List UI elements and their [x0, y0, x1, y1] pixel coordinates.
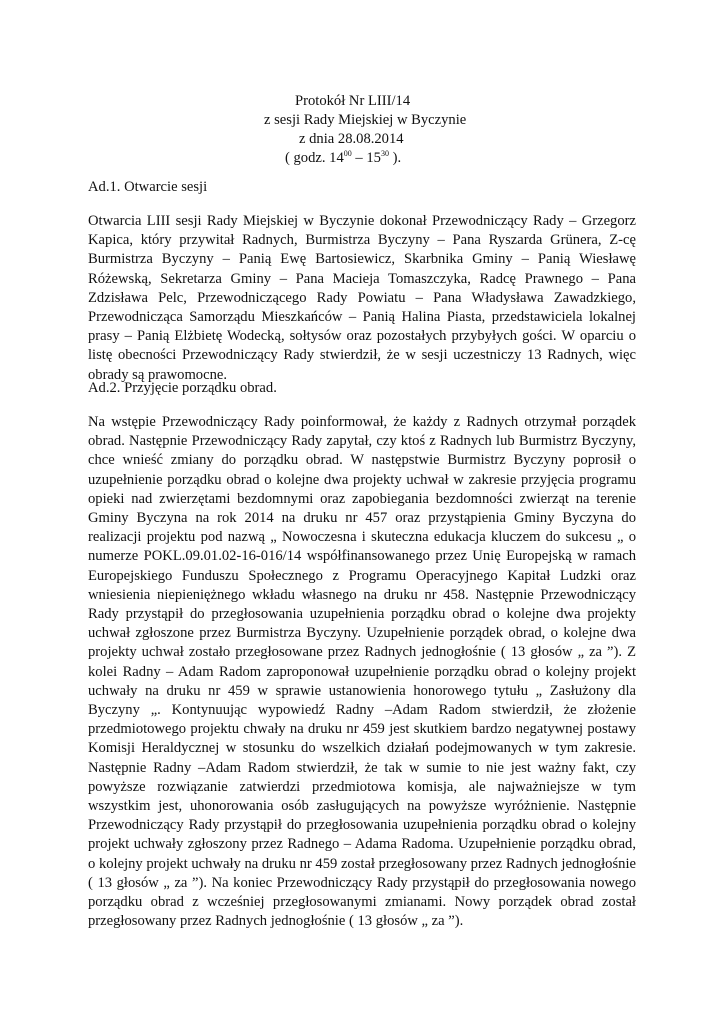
protocol-title: Protokół Nr LIII/14	[295, 93, 411, 109]
time-dash: – 15	[351, 150, 381, 166]
date-line: z dnia 28.08.2014	[299, 131, 404, 147]
section-text-agenda: Na wstępie Przewodniczący Rady poinformował, że każdy z Radnych otrzymał porządek obrad. Następnie Przewodniczący Rady zapytał, czy ktoś z Radnych lub Burmistrz Byczyny, chce wnieść zmiany do porządku obrad. W następstwie Burmistrz Byczyny poprosił o uzupełnienie porządku obrad o kolejne dwa projekty uchwał w zakresie przyjęcia programu opieki nad zwierzętami bezdomnymi oraz zapobiegania bezdomności zwierząt na terenie Gminy Byczyna na rok 2014 na druku nr 457 oraz przystąpienia Gminy Byczyna do realizacji projektu pod nazwą „ Nowoczesna i skuteczna edukacja kluczem do sukcesu „ o numerze POKL.09.01.02-16-016/14 współfinansowanego przez Unię Europejską w ramach Europejskiego Funduszu Społecznego z Programu Operacyjnego Kapitał Ludzki oraz wniesienia niepieniężnego wkładu własnego na druku nr 458. Następnie Przewodniczący Rady przystąpił do przegłosowania uzupełnienia porządku obrad o kolejne dwa projekty uchwał zgłoszone przez Burmistrza Byczyny. Uzupełnienie porządek obrad, o kolejne dwa projekty uchwał zostało przegłosowane przez Radnych jednogłośnie ( 13 głosów „ za ”). Z kolei Radny – Adam Radom zaproponował uzupełnienie porządku obrad o kolejny projekt uchwały na druku nr 459 w sprawie ustanowienia honorowego tytułu „ Zasłużony dla Byczyny „. Kontynuując wypowiedź Radny –Adam Radom stwierdził, że złożenie przedmiotowego projektu chwały na druku nr 459 jest skutkiem bardzo negatywnej postawy Komisji Heraldycznej w stosunku do wszelkich działań podejmowanych w tym zakresie. Następnie Radny –Adam Radom stwierdził, że tak w sumie to nie jest ważny fakt, czy powyższe rozwiązanie zatwierdzi przedmiotowa komisja, ale najważniejsze w tym wszystkim jest, uhonorowania osób zasługujących na powyższe wyróżnienie. Następnie Przewodniczący Rady przystąpił do przegłosowania uzupełnienia porządku obrad o kolejny projekt uchwały zgłoszony przez Radnego – Adama Radoma. Uzupełnienie porządku obrad, o kolejny projekt uchwały na druku nr 459 został przegłosowany przez Radnych jednogłośnie ( 13 głosów „ za ”). Na koniec Przewodniczący Rady przystąpił do przegłosowania nowego porządku obrad z wcześniej przegłosowanymi zmianami. Nowy porządek obrad został przegłosowany przez Radnych jednogłośnie ( 13 głosów „ za ”).	[88, 414, 636, 930]
time-end-minutes: 30	[380, 149, 389, 158]
time-prefix: ( godz. 14	[285, 150, 344, 166]
session-line: z sesji Rady Miejskiej w Byczynie	[264, 112, 467, 128]
time-suffix: ).	[388, 150, 402, 166]
time-start-minutes: 00	[343, 149, 352, 158]
section-heading-agenda: Ad.2. Przyjęcie porządku obrad.	[88, 380, 277, 396]
section-heading-opening: Ad.1. Otwarcie sesji	[88, 179, 208, 195]
time-line	[285, 149, 401, 168]
section-text-opening: Otwarcia LIII sesji Rady Miejskiej w Byczynie dokonał Przewodniczący Rady – Grzegorz Kapica, który przywitał Radnych, Burmistrza Byczyny – Pana Ryszarda Grünera, Z-cę Burmistrza Byczyny – Panią Ewę Bartosiewicz, Skarbnika Gminy – Panią Wiesławę Różewską, Sekretarza Gminy – Pana Macieja Tomaszczyka, Radcę Prawnego – Pana Zdzisława Pelc, Przewodniczącego Rady Powiatu – Pana Władysława Zawadzkiego, Przewodnicząca Samorządu Mieszkańców – Panią Halina Piasta, przedstawiciela lokalnej prasy – Panią Elżbietę Wodecką, sołtysów oraz pozostałych przybyłych gości. W oparciu o listę obecności Przewodniczący Rady stwierdził, że w sesji uczestniczy 13 Radnych, więc obrady są prawomocne.	[88, 213, 636, 383]
